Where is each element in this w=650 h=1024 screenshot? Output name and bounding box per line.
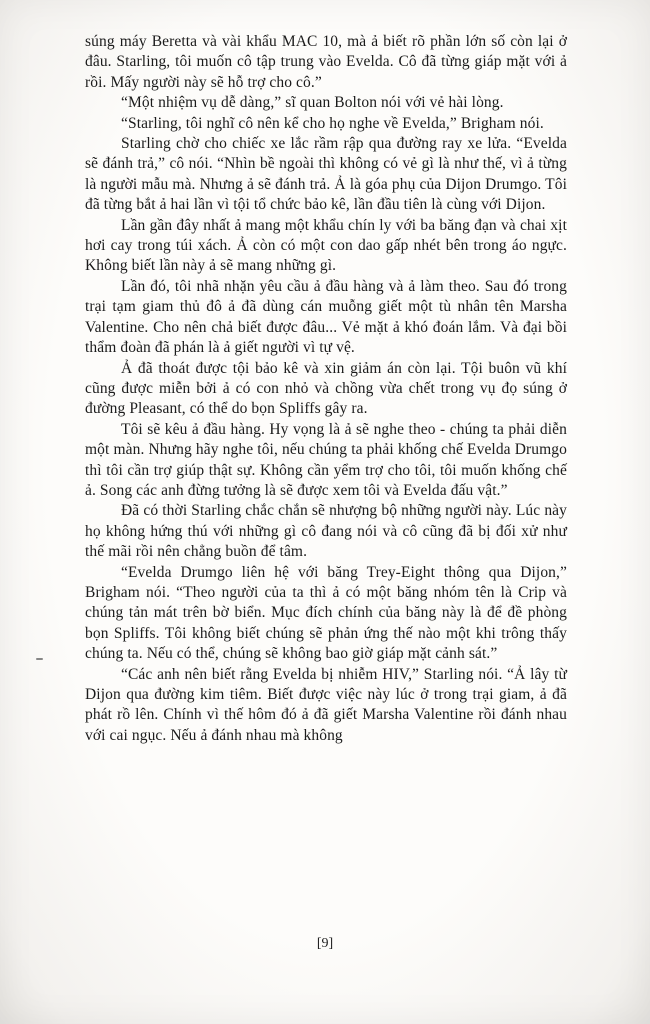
paragraph: Đã có thời Starling chắc chắn sẽ nhượng bộ những người này. Lúc này họ không hứng thú với những gì cô đang nói và cô cũng đã bị đối xử như thế mãi rồi nên chẳng buồn để tâm. [85, 502, 567, 561]
paragraph: “Một nhiệm vụ dễ dàng,” sĩ quan Bolton nói với vẻ hài lòng. [121, 94, 504, 112]
page-text [85, 32, 567, 746]
paragraph: Tôi sẽ kêu ả đầu hàng. Hy vọng là ả sẽ nghe theo - chúng ta phải diễn một màn. Nhưng hãy nghe tôi, nếu chúng ta phải khống chế Evelda Drumgo thì tôi cần trợ giúp thật sự. Không cần yểm trợ cho tôi, tôi muốn khống chế ả. Song các anh đừng tưởng là sẽ được xem tôi và Evelda đấu vật.” [85, 420, 567, 499]
paragraph: Ả đã thoát được tội bảo kê và xin giảm án còn lại. Tội buôn vũ khí cũng được miễn bởi ả có con nhỏ và chồng vừa chết trong vụ đọ súng ở đường Pleasant, có thể do bọn Spliffs gây ra. [85, 359, 567, 418]
page-number: [9] [316, 936, 334, 951]
scan-artifact [36, 658, 43, 660]
paragraph: súng máy Beretta và vài khẩu MAC 10, mà ả biết rõ phần lớn số còn lại ở đâu. Starling, tôi muốn cô tập trung vào Evelda. Cô đã từng giáp mặt với ả rồi. Mấy người này sẽ hỗ trợ cho cô.” [85, 33, 567, 91]
paragraph: “Các anh nên biết rằng Evelda bị nhiễm HIV,” Starling nói. “Ả lây từ Dijon qua đường kim tiêm. Biết được việc này lúc ở trong trại giam, ả đã phát rồ lên. Chính vì thế hôm đó ả đã giết Marsha Valentine rồi đánh nhau với cai ngục. Nếu ả đánh nhau mà không [85, 665, 567, 744]
paragraph: “Starling, tôi nghĩ cô nên kể cho họ nghe về Evelda,” Brigham nói. [121, 114, 544, 132]
paragraph: Lần đó, tôi nhã nhặn yêu cầu ả đầu hàng và ả làm theo. Sau đó trong trại tạm giam thủ đô ả đã dùng cán muỗng giết một tù nhân tên Marsha Valentine. Cho nên chả biết được đâu... Vẻ mặt ả khó đoán lắm. Và đại bồi thẩm đoàn đã phán là ả giết người vì tự vệ. [85, 277, 567, 357]
paragraph: Starling chờ cho chiếc xe lắc rầm rập qua đường ray xe lửa. “Evelda sẽ đánh trả,” cô nói. “Nhìn bề ngoài thì không có vẻ gì là như thế, vì ả từng là người mẫu mà. Nhưng ả sẽ đánh trả. Ả là góa phụ của Dijon Drumgo. Tôi đã từng bắt ả hai lần vì tội tổ chức bảo kê, lần đầu tiên là cùng với Dijon. [85, 135, 567, 214]
paragraph: Lần gần đây nhất ả mang một khẩu chín ly với ba băng đạn và chai xịt hơi cay trong túi xách. Ả còn có một con dao gấp nhét bên trong áo ngực. Không biết lần này ả sẽ mang những gì. [85, 216, 567, 275]
paragraph: “Evelda Drumgo liên hệ với băng Trey-Eight thông qua Dijon,” Brigham nói. “Theo người của ta thì ả có một băng nhóm tên là Crip và chúng tản mát trên bờ biển. Mục đích chính của băng này là để đề phòng bọn Spliffs. Tôi không biết chúng sẽ phản ứng thế nào một khi trông thấy chúng ta. Nếu có thể, chúng sẽ không bao giờ giáp mặt cảnh sát.” [85, 563, 567, 663]
